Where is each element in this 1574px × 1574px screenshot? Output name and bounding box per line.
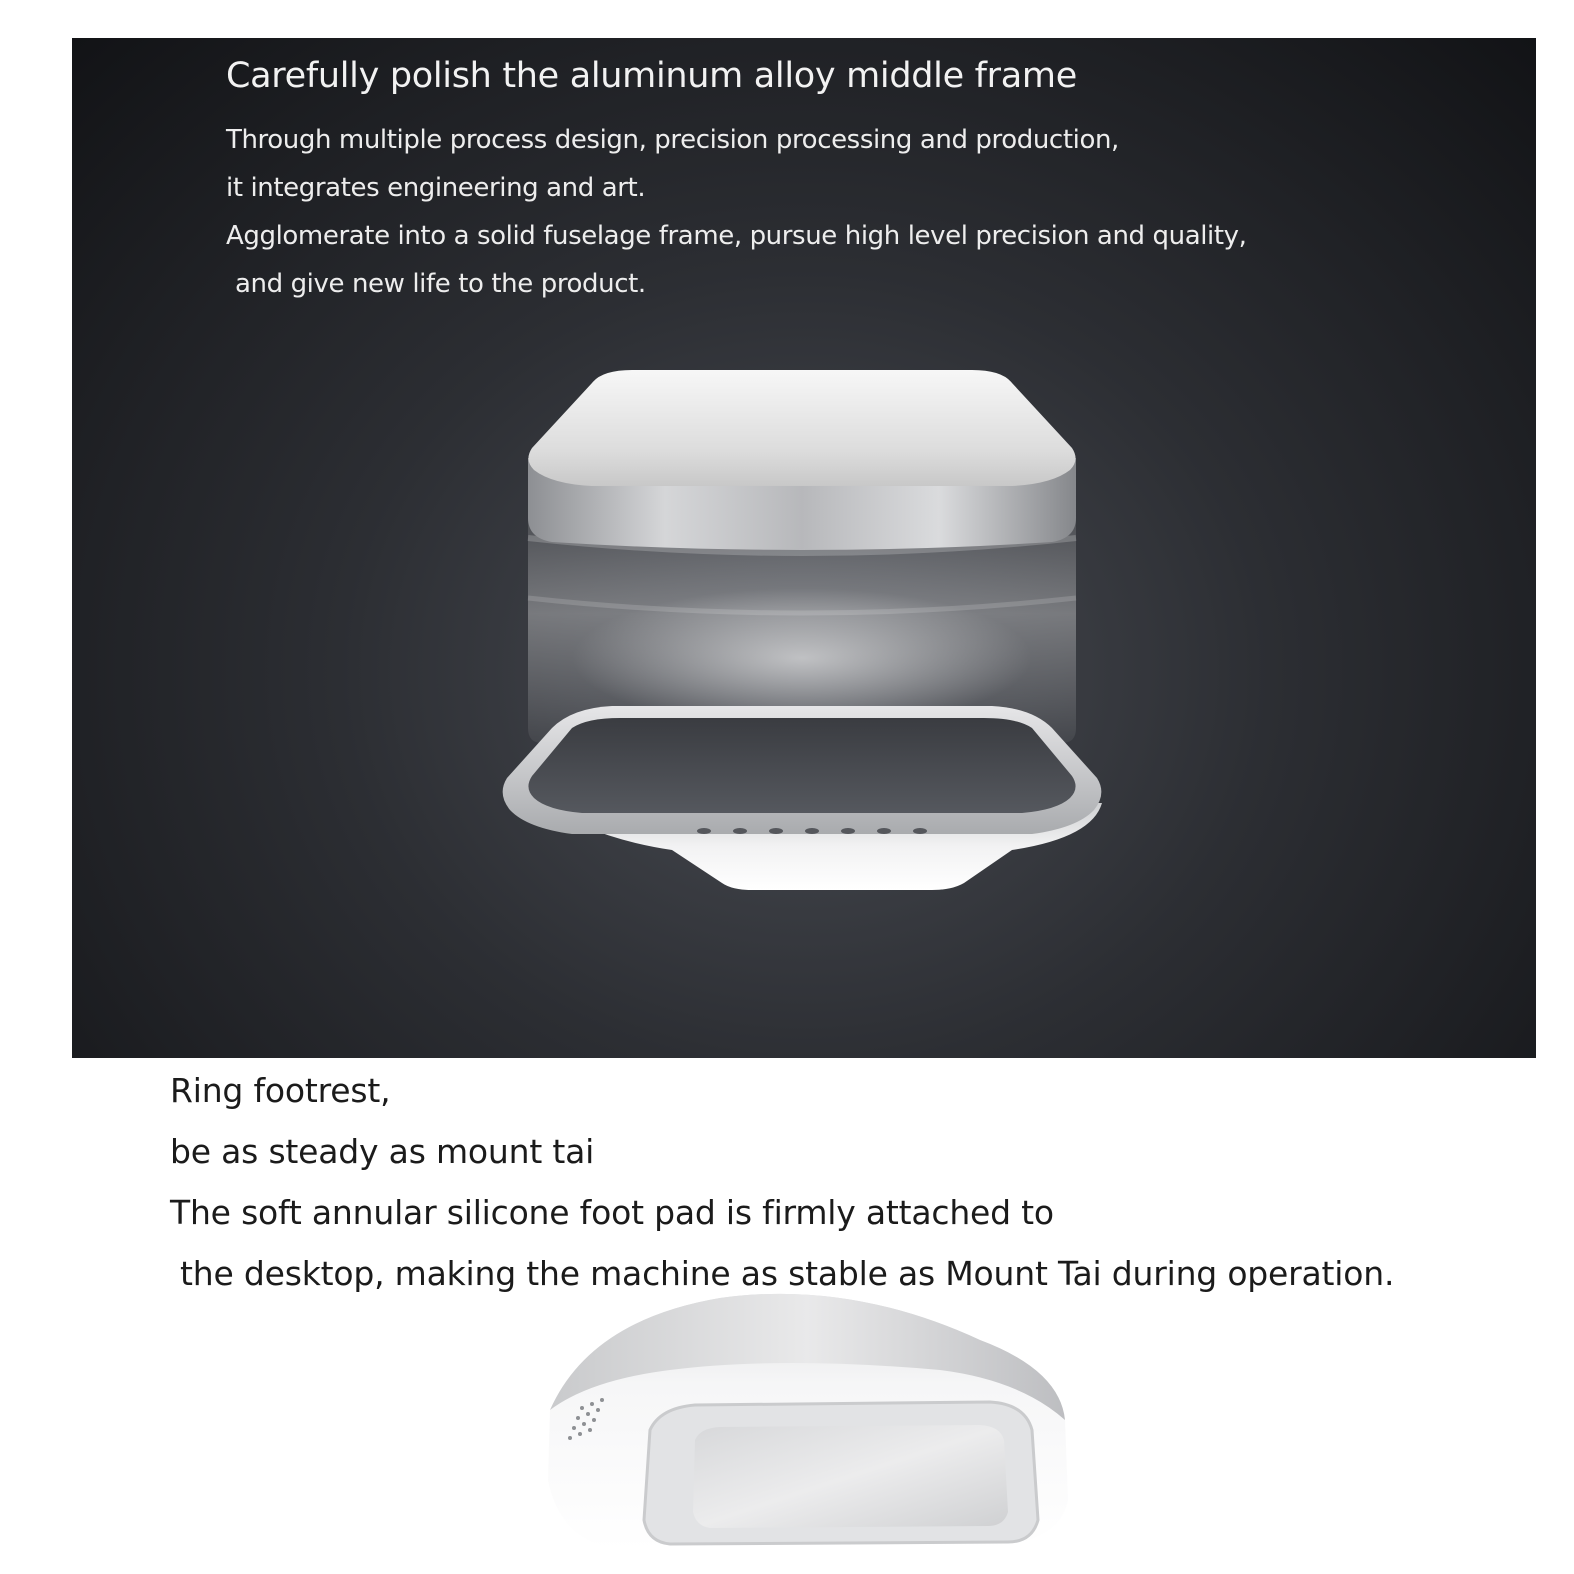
footrest-description-line: the desktop, making the machine as stable as Mount Tai during operation. bbox=[180, 1254, 1395, 1293]
device-underside-illustration bbox=[520, 1280, 1080, 1560]
frame-feature-title: Carefully polish the aluminum alloy middle frame bbox=[226, 56, 1077, 96]
silicone-foot-pad-center bbox=[693, 1425, 1008, 1528]
footrest-heading-line: be as steady as mount tai bbox=[170, 1132, 595, 1171]
lid-top-surface bbox=[528, 370, 1075, 486]
footrest-feature-text bbox=[170, 1060, 1394, 1304]
frame-description-line: and give new life to the product. bbox=[235, 269, 646, 299]
footrest-heading-line: Ring footrest, bbox=[170, 1071, 391, 1110]
frame-description-line: Through multiple process design, precision processing and production, bbox=[226, 125, 1119, 155]
ring-frame-opening bbox=[528, 718, 1075, 813]
frame-description-line: Agglomerate into a solid fuselage frame, pursue high level precision and quality, bbox=[226, 221, 1247, 251]
frame-description-line: it integrates engineering and art. bbox=[226, 173, 646, 203]
exploded-device-illustration bbox=[72, 38, 1536, 1058]
footrest-description-line: The soft annular silicone foot pad is firmly attached to bbox=[170, 1193, 1054, 1232]
frame-feature-panel bbox=[72, 38, 1536, 1058]
